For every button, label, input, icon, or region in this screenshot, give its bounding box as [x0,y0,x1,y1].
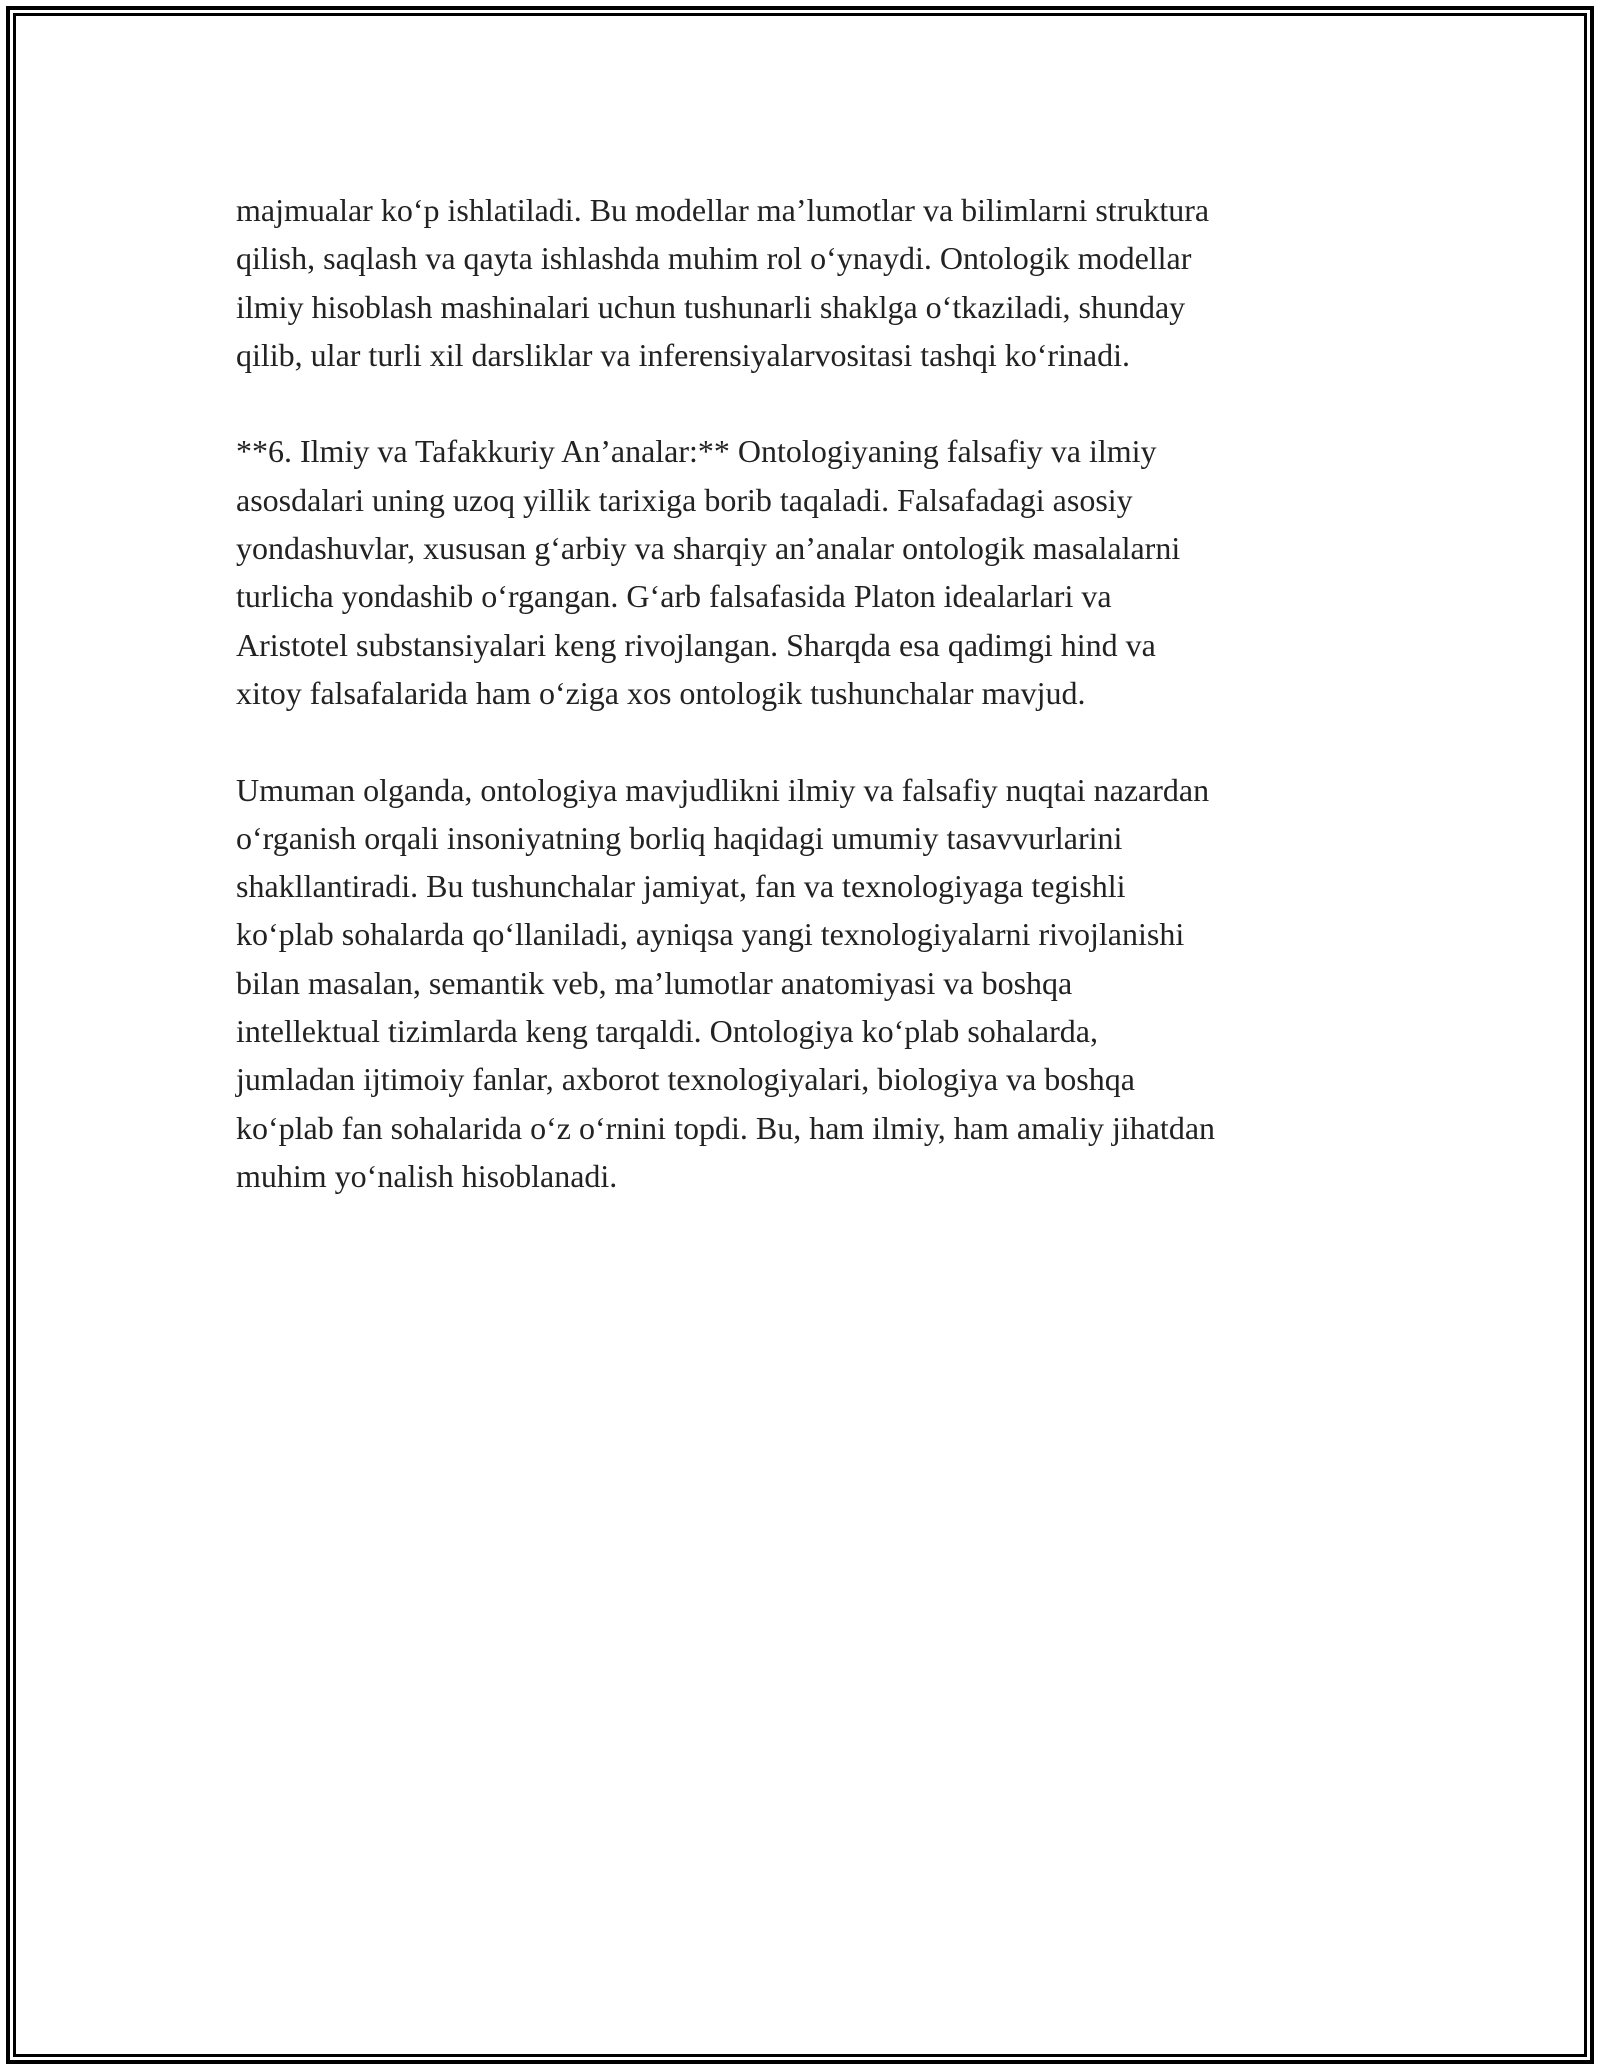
text-line: ko‘plab fan sohalarida o‘z o‘rnini topdi. Bu, ham ilmiy, ham amaliy jihatdan [236,1109,1216,1146]
text-line: ilmiy hisoblash mashinalari uchun tushunarli shaklga o‘tkaziladi, shunday [236,288,1186,325]
text-line: intellektual tizimlarda keng tarqaldi. Ontologiya ko‘plab sohalarda, [236,1013,1098,1050]
text-line: ko‘plab sohalarda qo‘llaniladi, ayniqsa yangi texnologiyalarni rivojlanishi [236,916,1185,953]
paragraph-3 [236,766,1376,1201]
text-line: qilish, saqlash va qayta ishlashda muhim rol o‘ynaydi. Ontologik modellar [236,240,1192,277]
text-line: Aristotel substansiyalari keng rivojlangan. Sharqda esa qadimgi hind va [236,626,1156,663]
text-line: o‘rganish orqali insoniyatning borliq haqidagi umumiy tasavvurlarini [236,819,1123,856]
document-body [236,186,1376,1249]
text-line: **6. Ilmiy va Tafakkuriy An’analar:** Ontologiyaning falsafiy va ilmiy [236,433,1157,470]
text-line: bilan masalan, semantik veb, ma’lumotlar anatomiyasi va boshqa [236,964,1073,1001]
text-line: qilib, ular turli xil darsliklar va inferensiyalarvositasi tashqi ko‘rinadi. [236,336,1130,373]
text-line: Umuman olganda, ontologiya mavjudlikni ilmiy va falsafiy nuqtai nazardan [236,771,1210,808]
text-line: shakllantiradi. Bu tushunchalar jamiyat, fan va texnologiyaga tegishli [236,868,1126,905]
paragraph-2 [236,427,1376,717]
text-line: jumladan ijtimoiy fanlar, axborot texnologiyalari, biologiya va boshqa [236,1061,1135,1098]
paragraph-1 [236,186,1376,379]
text-line: asosdalari uning uzoq yillik tarixiga borib taqaladi. Falsafadagi asosiy [236,481,1133,518]
text-line: majmualar ko‘p ishlatiladi. Bu modellar ma’lumotlar va bilimlarni struktura [236,192,1210,228]
text-line: yondashuvlar, xususan g‘arbiy va sharqiy an’analar ontologik masalalarni [236,530,1181,567]
text-line: turlicha yondashib o‘rgangan. G‘arb falsafasida Platon idealarlari va [236,578,1112,615]
text-line: xitoy falsafalarida ham o‘ziga xos ontologik tushunchalar mavjud. [236,674,1086,711]
text-line: muhim yo‘nalish hisoblanadi. [236,1157,618,1194]
